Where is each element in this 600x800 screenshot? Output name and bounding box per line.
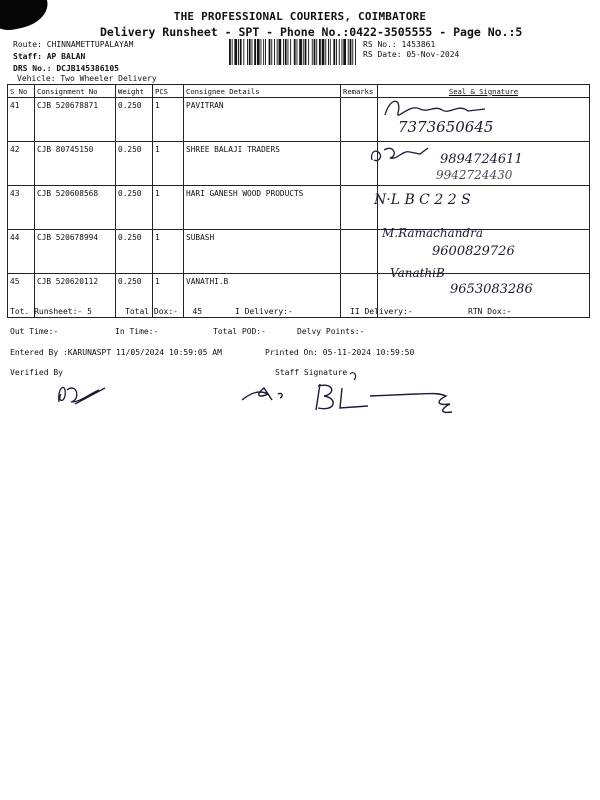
rs-date-line <box>363 50 459 59</box>
handwritten-phone-row41: 7373650645 <box>398 118 494 136</box>
company-title: THE PROFESSIONAL COURIERS, COIMBATORE <box>173 10 427 23</box>
verified-signature-scribble <box>55 380 110 410</box>
cell-consignee: PAVITRAN <box>184 98 341 142</box>
drs-label: DRS No.: <box>13 64 52 73</box>
rs-no-line <box>363 40 435 49</box>
col-consignment-no: Consignment No <box>35 85 116 98</box>
drs-value: DCJB145386105 <box>56 64 119 73</box>
signature-scribble-row42 <box>368 142 438 166</box>
cell-consignee: HARI GANESH WOOD PRODUCTS <box>184 186 341 230</box>
rs-no-label: RS No.: <box>363 40 397 49</box>
cell-pcs: 1 <box>153 98 184 142</box>
total-dox: Total Dox:- 45 <box>125 307 203 316</box>
cell-sno: 42 <box>8 142 35 186</box>
vehicle-label: Vehicle: <box>17 74 56 83</box>
staff-label: Staff: <box>13 52 42 61</box>
handwritten-note-row43: N·L B C 2 2 S <box>374 192 471 208</box>
drs-line <box>13 64 119 73</box>
verified-by-label: Verified By <box>10 368 63 377</box>
table-header-row <box>8 85 590 98</box>
cell-remarks <box>341 98 378 142</box>
rs-date-label: RS Date: <box>363 50 402 59</box>
cell-weight: 0.250 <box>116 186 153 230</box>
cell-pcs: 1 <box>153 274 184 318</box>
table-row <box>8 98 590 142</box>
cell-sno: 45 <box>8 274 35 318</box>
table-row <box>8 186 590 230</box>
printed-on: Printed On: 05-11-2024 10:59:50 <box>265 348 415 357</box>
route-line <box>13 40 133 49</box>
cell-consignee: VANATHI.B <box>184 274 341 318</box>
col-consignee-details: Consignee Details <box>184 85 341 98</box>
cell-consignment: CJB 520678994 <box>35 230 116 274</box>
handwritten-phone-row42-overwrite: 9942724430 <box>436 168 513 182</box>
handwritten-phone-row44: 9600829726 <box>432 244 515 259</box>
vehicle-line <box>17 74 157 83</box>
entered-by: Entered By :KARUNASPT 11/05/2024 10:59:05 AM <box>10 348 222 357</box>
cell-weight: 0.250 <box>116 98 153 142</box>
staff-signature-label: Staff Signature <box>275 368 348 377</box>
cell-pcs: 1 <box>153 142 184 186</box>
runsheet-title: Delivery Runsheet - SPT - Phone No.:0422-3505555 - Page No.:5 <box>100 25 523 39</box>
col-seal-signature: Seal & Signature <box>378 85 590 98</box>
handwritten-phone-row42: 9894724611 <box>440 152 523 167</box>
cell-consignment: CJB 520620112 <box>35 274 116 318</box>
cell-remarks <box>341 186 378 230</box>
rs-no-value: 1453861 <box>401 40 436 49</box>
route-label: Route: <box>13 40 42 49</box>
cell-sno: 41 <box>8 98 35 142</box>
route-value: CHINNAMETTUPALAYAM <box>46 40 134 49</box>
cell-weight: 0.250 <box>116 230 153 274</box>
col-pcs: PCS <box>153 85 184 98</box>
cell-consignment: CJB 520608568 <box>35 186 116 230</box>
cell-consignment: CJB 80745150 <box>35 142 116 186</box>
cell-weight: 0.250 <box>116 142 153 186</box>
vehicle-value: Two Wheeler Delivery <box>60 74 157 83</box>
cell-sno: 44 <box>8 230 35 274</box>
cell-consignee: SUBASH <box>184 230 341 274</box>
cell-sno: 43 <box>8 186 35 230</box>
staff-signature-scribble <box>238 370 463 420</box>
handwritten-phone-row45: 9653083286 <box>450 282 533 297</box>
cell-pcs: 1 <box>153 230 184 274</box>
handwritten-name-row44: M.Ramachandra <box>382 226 484 240</box>
rs-date-value: 05-Nov-2024 <box>406 50 460 59</box>
rtn-dox: RTN Dox:- <box>468 307 512 316</box>
cell-remarks <box>341 230 378 274</box>
in-time: In Time:- <box>115 327 159 336</box>
barcode <box>229 39 357 65</box>
cell-consignee: SHREE BALAJI TRADERS <box>184 142 341 186</box>
col-weight: Weight <box>116 85 153 98</box>
handwritten-name-row45: VanathiB <box>390 266 445 280</box>
col-sno: S No <box>8 85 35 98</box>
staff-value: AP BALAN <box>46 52 86 61</box>
total-pod: Total POD:- <box>213 327 266 336</box>
ii-delivery: II Delivery:- <box>350 307 413 316</box>
out-time: Out Time:- <box>10 327 59 336</box>
tot-runsheet: Tot. Runsheet:- 5 <box>10 307 92 316</box>
cell-consignment: CJB 520678871 <box>35 98 116 142</box>
cell-weight: 0.250 <box>116 274 153 318</box>
cell-pcs: 1 <box>153 186 184 230</box>
staff-line <box>13 52 85 61</box>
delvy-points: Delvy Points:- <box>297 327 365 336</box>
i-delivery: I Delivery:- <box>235 307 293 316</box>
col-remarks: Remarks <box>341 85 378 98</box>
